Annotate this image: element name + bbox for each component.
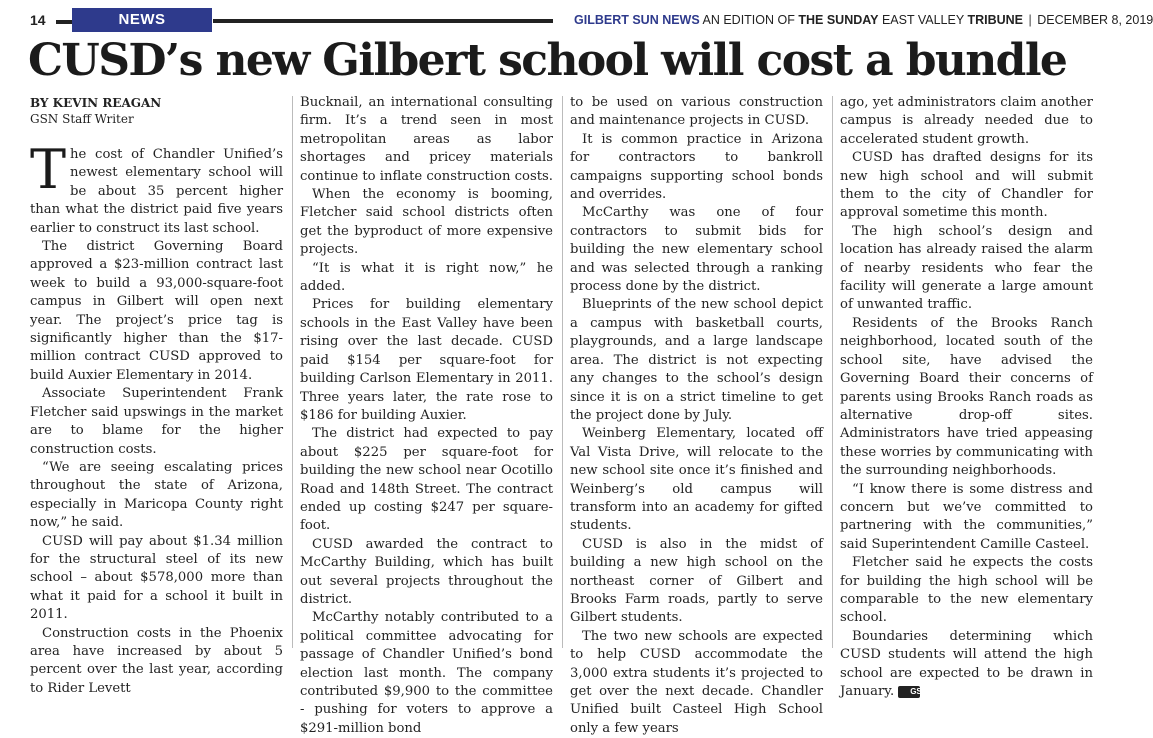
paragraph: The district had expected to pay about $225 per square-foot for building the new school near Ocotillo Road and 148th Street. The contract ended up costing $247 per square-foot. bbox=[300, 426, 553, 534]
paragraph: McCarthy notably contributed to a political committee advocating for passage of Chandler Unified’s bond election last month. The company contributed $9,900 to the committee - pushing for voters to approve a $291-million bond bbox=[300, 610, 553, 736]
section-tag: NEWS bbox=[72, 8, 212, 32]
paragraph: Fletcher said he expects the costs for building the high school will be comparable to the new elementary school. bbox=[840, 555, 1093, 626]
paragraph-text: Boundaries determining which CUSD students will attend the high school are expected to be drawn in January. bbox=[840, 628, 1093, 699]
masthead-brand: GILBERT SUN NEWS bbox=[574, 13, 700, 27]
masthead-paper-name: TRIBUNE bbox=[967, 13, 1023, 27]
lead-paragraph bbox=[30, 138, 283, 238]
paragraph: CUSD has drafted designs for its new high school and will submit them to the city of Chandler for approval sometime this month. bbox=[840, 150, 1093, 221]
paragraph: CUSD awarded the contract to McCarthy Building, which has built out several projects throughout the district. bbox=[300, 536, 553, 607]
masthead bbox=[574, 13, 1153, 27]
paragraph: It is common practice in Arizona for contractors to bankroll campaigns supporting school bonds and overrides. bbox=[570, 131, 823, 203]
paragraph: Blueprints of the new school depict a campus with basketball courts, playgrounds, and a large landscape area. The district is not expecting any changes to the school’s design since it is on a strict timeline to get the project done by July. bbox=[570, 297, 823, 423]
masthead-paper-region: EAST VALLEY bbox=[881, 13, 964, 27]
column-divider bbox=[292, 96, 293, 648]
column-divider bbox=[562, 96, 563, 648]
paragraph: CUSD is also in the midst of building a new high school on the northeast corner of Gilbert and Brooks Farm roads, partly to serve Gilbert students. bbox=[570, 536, 823, 626]
paragraph: CUSD will pay about $1.34 million for the structural steel of its new school – about $578,000 more than what it paid for a school it built in 2011. bbox=[30, 533, 283, 623]
masthead-paper-the: THE SUNDAY bbox=[798, 13, 879, 27]
paragraph: The two new schools are expected to help CUSD accommodate the 3,000 extra students it’s projected to get over the next decade. Chandler Unified built Casteel High School only a few years bbox=[570, 628, 823, 736]
masthead-date: DECEMBER 8, 2019 bbox=[1037, 13, 1153, 27]
article-column-2 bbox=[300, 94, 553, 736]
page-number: 14 bbox=[30, 12, 46, 28]
last-paragraph bbox=[840, 628, 1093, 702]
article-column-1 bbox=[30, 94, 283, 696]
paragraph: “We are seeing escalating prices throughout the state of Arizona, especially in Maricopa County right now,” he said. bbox=[30, 459, 283, 531]
article-column-4 bbox=[840, 94, 1093, 699]
byline: BY KEVIN REAGAN bbox=[30, 96, 162, 110]
header-rule-right bbox=[213, 19, 553, 23]
article-body bbox=[30, 94, 1094, 736]
end-mark-logo: GSN bbox=[898, 686, 920, 698]
article-column-3 bbox=[570, 94, 823, 736]
column-divider bbox=[832, 96, 833, 648]
paragraph: “I know there is some distress and concern but we’ve committed to partnering with the communities,” said Superintendent Camille Casteel. bbox=[840, 481, 1093, 552]
paragraph: “It is what it is right now,” he added. bbox=[300, 260, 553, 295]
paragraph: The high school’s design and location has already raised the alarm of nearby residents who fear the facility will generate a large amount of unwanted traffic. bbox=[840, 223, 1093, 313]
paragraph: When the economy is booming, Fletcher said school districts often get the byproduct of more expensive projects. bbox=[300, 187, 553, 258]
paragraph: Bucknail, an international consulting firm. It’s a trend seen in most metropolitan areas as labor shortages and pricey materials continue to inflate construction costs. bbox=[300, 95, 553, 184]
drop-cap: T bbox=[30, 138, 67, 201]
paragraph: Weinberg Elementary, located off Val Vista Drive, will relocate to the new school site once it’s finished and Weinberg’s old campus will transform into an academy for gifted students. bbox=[570, 426, 823, 534]
article-headline: CUSD’s new Gilbert school will cost a bundle bbox=[28, 35, 1067, 86]
paragraph: Associate Superintendent Frank Fletcher said upswings in the market are to blame for the higher construction costs. bbox=[30, 386, 283, 457]
paragraph: Prices for building elementary schools in the East Valley have been rising over the last decade. CUSD paid $154 per square-foot for building Carlson Elementary in 2011. Three years later, the rate rose to $186 for building Auxier. bbox=[300, 297, 553, 423]
paragraph-text: he cost of Chandler Unified’s newest elementary school will be about 35 percent higher than what the district paid five years earlier to construct its last school. bbox=[30, 147, 283, 236]
paragraph: ago, yet administrators claim another campus is already needed due to accelerated student growth. bbox=[840, 95, 1093, 147]
paragraph: Residents of the Brooks Ranch neighborhood, located south of the school site, have advised the Governing Board their concerns of parents using Brooks Ranch roads as alternative drop-off sites. Administrators have tried appeasing these worries by communicating with the surrounding neighborhoods. bbox=[840, 315, 1093, 479]
paragraph: McCarthy was one of four contractors to submit bids for building the new elementary school and was selected through a ranking process done by the district. bbox=[570, 205, 823, 295]
paragraph: Construction costs in the Phoenix area have increased by about 5 percent over the last year, according to Rider Levett bbox=[30, 625, 283, 696]
paragraph: The district Governing Board approved a $23-million contract last week to build a 93,000-square-foot campus in Gilbert will open next year. The project’s price tag is significantly higher than the $17-million contract CUSD approved to build Auxier Elementary in 2014. bbox=[30, 239, 283, 383]
byline-role: GSN Staff Writer bbox=[30, 112, 134, 126]
masthead-edition-text: AN EDITION OF bbox=[702, 13, 795, 27]
masthead-separator: | bbox=[1028, 13, 1032, 27]
paragraph: to be used on various construction and maintenance projects in CUSD. bbox=[570, 95, 823, 129]
